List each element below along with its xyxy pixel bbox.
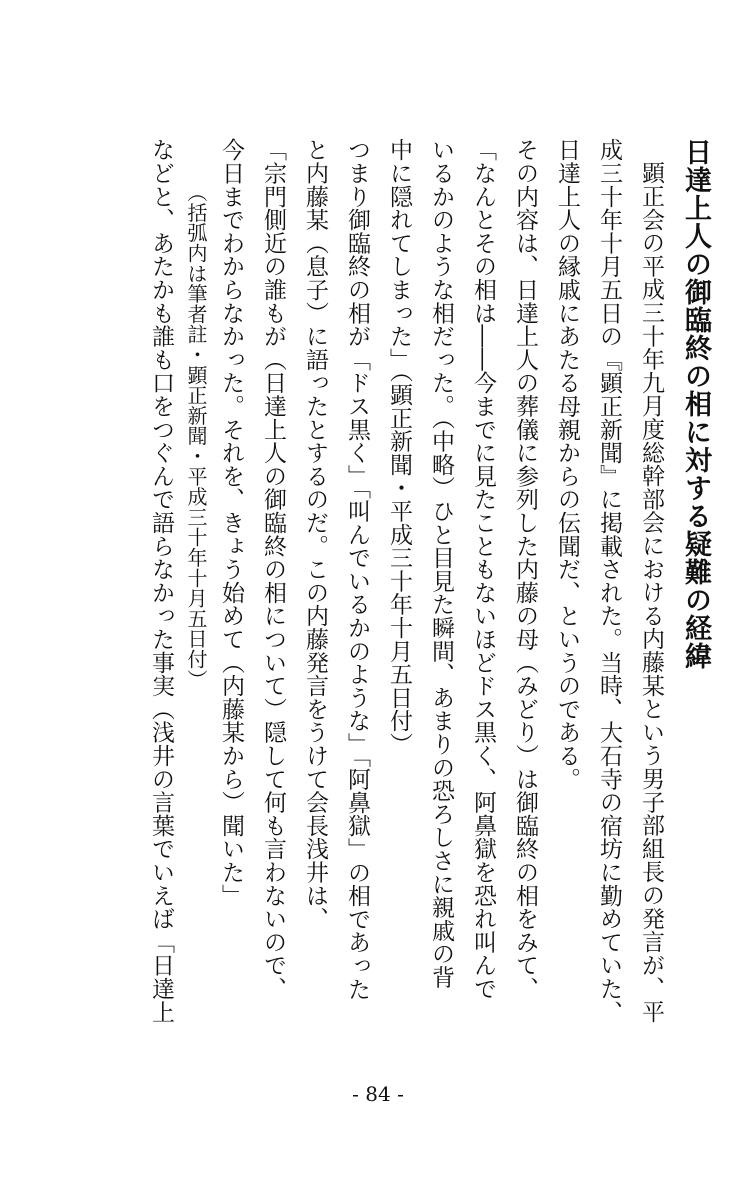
text-line-7: などと、あたかも誰も口をつぐんで語らなかった事実（浅井の言葉でいえば「日達上: [148, 138, 174, 1024]
quote-line-1: 「なんとその相は――今までに見たこともないほどドス黒く、阿鼻獄を恐れ叫んで: [470, 138, 496, 1001]
quote-line-2: いるかのような相だった。（中略）ひと目見た瞬間、あまりの恐ろしさに親戚の背: [428, 138, 454, 989]
text-line-4: その内容は、日達上人の葬儀に参列した内藤の母（みどり）は御臨終の相をみて、: [512, 138, 538, 1001]
text-line-2: 成三十年十月五日の『顕正新聞』に掲載された。当時、大石寺の宿坊に勤めていた、: [596, 138, 622, 1024]
text-line-3: 日達上人の縁戚にあたる母親からの伝聞だ、というのである。: [554, 138, 580, 791]
vertical-text-body: [28, 138, 718, 1043]
page-number: - 84 -: [352, 1082, 404, 1106]
quote-line-3: 中に隠れてしまった」（顕正新聞・平成三十年十月五日付）: [386, 138, 412, 756]
section-heading: 日達上人の御臨終の相に対する疑難の経緯: [680, 138, 711, 670]
quote-line-5: 今日までわからなかった。それを、きょう始めて（内藤某から）聞いた」: [218, 138, 244, 907]
annotation-note: （括弧内は筆者註・顕正新聞・平成三十年十月五日付）: [184, 182, 208, 690]
text-line-1: 顕正会の平成三十年九月度総幹部会における内藤某という男子部組長の発言が、平: [638, 161, 664, 1024]
quote-line-4: 「宗門側近の誰もが（日達上人の御臨終の相について）隠して何も言わないので、: [260, 138, 286, 1001]
text-line-5: つまり御臨終の相が「ドス黒く」「叫んでいるかのような」「阿鼻獄」の相であった: [344, 138, 370, 1001]
text-line-6: と内藤某（息子）に語ったとするのだ。この内藤発言をうけて会長浅井は、: [302, 138, 328, 931]
